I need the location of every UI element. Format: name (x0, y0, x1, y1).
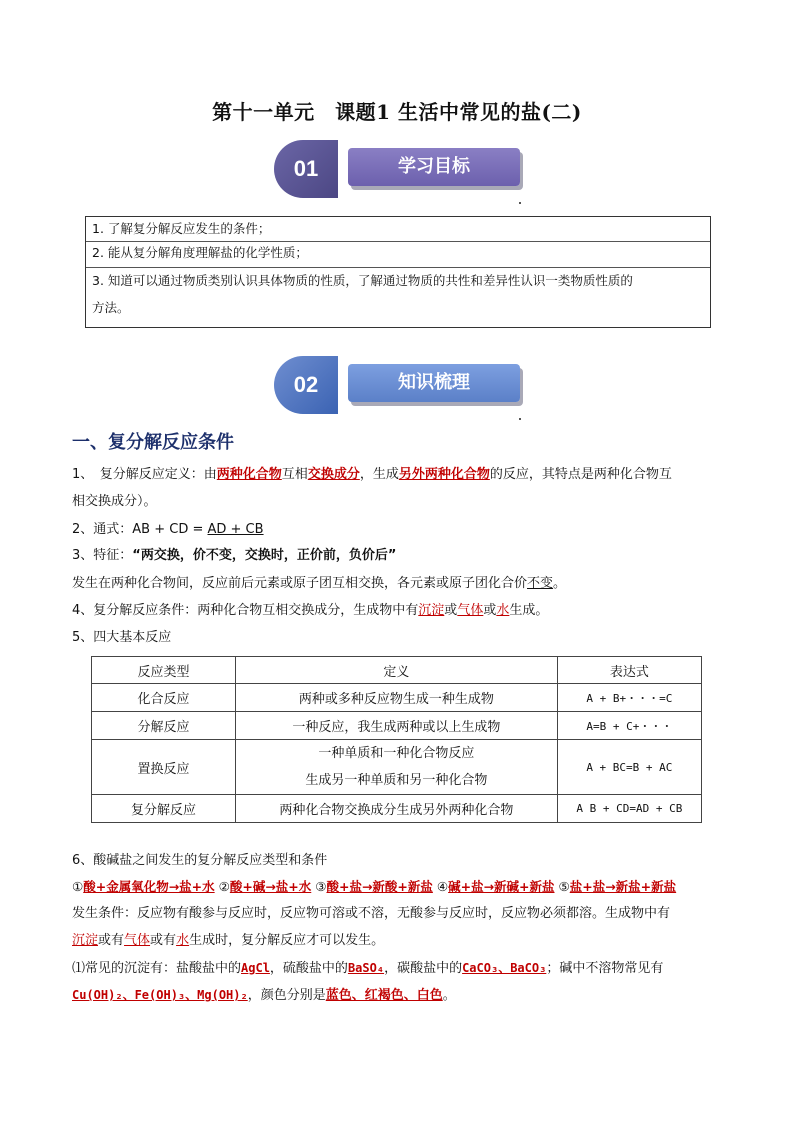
key-term: 交换成分 (307, 467, 360, 482)
reaction-conditions (72, 601, 548, 621)
text: 发生在两种化合物间，反应前后元素或原子团互相交换，各元素或原子团化合价 (72, 576, 528, 591)
text: 或 (444, 603, 458, 618)
table-cell: 化合反应 (92, 684, 236, 712)
section-label: 学习目标 (348, 148, 520, 186)
number: ④ (436, 879, 449, 894)
section-label: 知识梳理 (348, 364, 520, 402)
text: ，颜色分别是 (247, 988, 326, 1003)
text: 生成时，复分解反应才可以发生。 (189, 933, 385, 948)
table-header-row (92, 657, 702, 684)
common-precipitates (72, 958, 663, 979)
text: 或 (483, 603, 497, 618)
text: 1、 复分解反应定义：由 (72, 467, 217, 482)
heading-double-decomposition: 一、复分解反应条件 (72, 432, 234, 453)
text: 3、特征： (72, 548, 133, 563)
formula-answer: AD + CB (207, 522, 264, 537)
colors: 蓝色、红褐色、白色 (325, 988, 443, 1003)
text: 的反应，其特点是两种化合物互 (489, 467, 672, 482)
table-cell: A + BC=B + AC (557, 740, 701, 795)
table-cell (236, 740, 558, 795)
chemical-formula: CaCO₃、BaCO₃ (462, 961, 547, 975)
table-row (92, 740, 702, 795)
number: ③ (315, 879, 327, 894)
objectives-box (85, 216, 711, 328)
table-cell: 一种反应，我生成两种或以上生成物 (236, 712, 558, 740)
occurrence-conditions-cont (72, 931, 384, 951)
answer: 气体 (457, 603, 484, 618)
objective-3-cont: 方法。 (92, 300, 130, 315)
table-row (92, 795, 702, 823)
text: ，生成 (359, 467, 399, 482)
text: ，碳酸盐中的 (384, 961, 463, 976)
text: 互相 (281, 467, 308, 482)
reaction-type: 碱+盐→新碱+新盐 (448, 879, 555, 894)
answer: 沉淀 (72, 933, 99, 948)
page-title: 第十一单元 课题1 生活中常见的盐(二) (212, 100, 582, 124)
text: 2、通式：AB + CD = (72, 522, 208, 537)
divider (86, 267, 710, 268)
answer: 气体 (124, 933, 151, 948)
reaction-type: 酸+盐→新酸+新盐 (326, 879, 433, 894)
divider (86, 241, 710, 242)
table-cell: A B + CD=AD + CB (557, 795, 701, 823)
number: ① (72, 879, 84, 894)
chemical-formula: AgCl (241, 961, 270, 975)
text: 生成。 (509, 603, 549, 618)
cell-line: 一种单质和一种化合物反应 (318, 746, 475, 761)
acid-base-salt-heading: 6、酸碱盐之间发生的复分解反应类型和条件 (72, 853, 328, 868)
definition-line-2: 相交换成分）。 (72, 494, 157, 509)
general-formula (72, 520, 264, 540)
chemical-formula: Cu(OH)₂、Fe(OH)₃、Mg(OH)₂ (72, 988, 248, 1002)
banner-dot (519, 418, 521, 420)
text: 。 (553, 576, 567, 591)
reaction-type: 酸+碱→盐+水 (229, 879, 312, 894)
table-cell: 两种或多种反应物生成一种生成物 (236, 684, 558, 712)
features-detail (72, 574, 566, 594)
table-cell: 复分解反应 (92, 795, 236, 823)
objective-2: 2. 能从复分解角度理解盐的化学性质； (92, 245, 308, 260)
insoluble-bases (72, 985, 456, 1006)
table-header: 反应类型 (92, 657, 236, 684)
four-reactions-heading: 5、四大基本反应 (72, 630, 172, 645)
key-term: 两种化合物 (216, 467, 282, 482)
number: ② (218, 879, 230, 894)
number: ⑤ (558, 879, 570, 894)
table-row (92, 684, 702, 712)
section-number: 01 (293, 156, 319, 181)
text: 或有 (150, 933, 177, 948)
table-cell: 置换反应 (92, 740, 236, 795)
text: ，硫酸盐中的 (269, 961, 348, 976)
occurrence-conditions: 发生条件：反应物有酸参与反应时，反应物可溶或不溶，无酸参与反应时，反应物必须都溶。生成物中有 (72, 906, 671, 921)
objective-3: 3. 知道可以通过物质类别认识具体物质的性质，了解通过物质的共性和差异性认识一类物质性质的 (92, 273, 633, 288)
table-header: 定义 (236, 657, 558, 684)
chemical-formula: BaSO₄ (347, 961, 385, 975)
table-cell: A=B + C+・・・ (557, 712, 701, 740)
answer: 水 (496, 603, 510, 618)
answer: 沉淀 (418, 603, 445, 618)
text: 。 (442, 988, 456, 1003)
table-cell: 分解反应 (92, 712, 236, 740)
objective-1: 1. 了解复分解反应发生的条件； (92, 221, 271, 236)
cell-line: 生成另一种单质和另一种化合物 (305, 773, 488, 788)
features-line (72, 546, 396, 566)
reaction-type: 酸+金属氧化物→盐+水 (83, 879, 215, 894)
definition-line-1 (72, 465, 672, 485)
text: 或有 (98, 933, 125, 948)
section-number: 02 (293, 372, 319, 397)
reaction-type-list (72, 877, 676, 897)
table-cell: 两种化合物交换成分生成另外两种化合物 (236, 795, 558, 823)
answer: 不变 (527, 576, 554, 591)
reaction-type: 盐+盐→新盐+新盐 (569, 879, 677, 894)
reaction-types-table (91, 656, 702, 823)
text: ⑴常见的沉淀有：盐酸盐中的 (72, 961, 242, 976)
answer: 水 (176, 933, 190, 948)
table-header: 表达式 (557, 657, 701, 684)
key-term: 另外两种化合物 (398, 467, 490, 482)
text: ；碱中不溶物常见有 (546, 961, 664, 976)
table-row (92, 712, 702, 740)
table-cell: A + B+・・・=C (557, 684, 701, 712)
text: 4、复分解反应条件：两种化合物互相交换成分，生成物中有 (72, 603, 419, 618)
banner-dot (519, 202, 521, 204)
feature-rule: “两交换，价不变，交换时，正价前，负价后” (132, 548, 397, 563)
